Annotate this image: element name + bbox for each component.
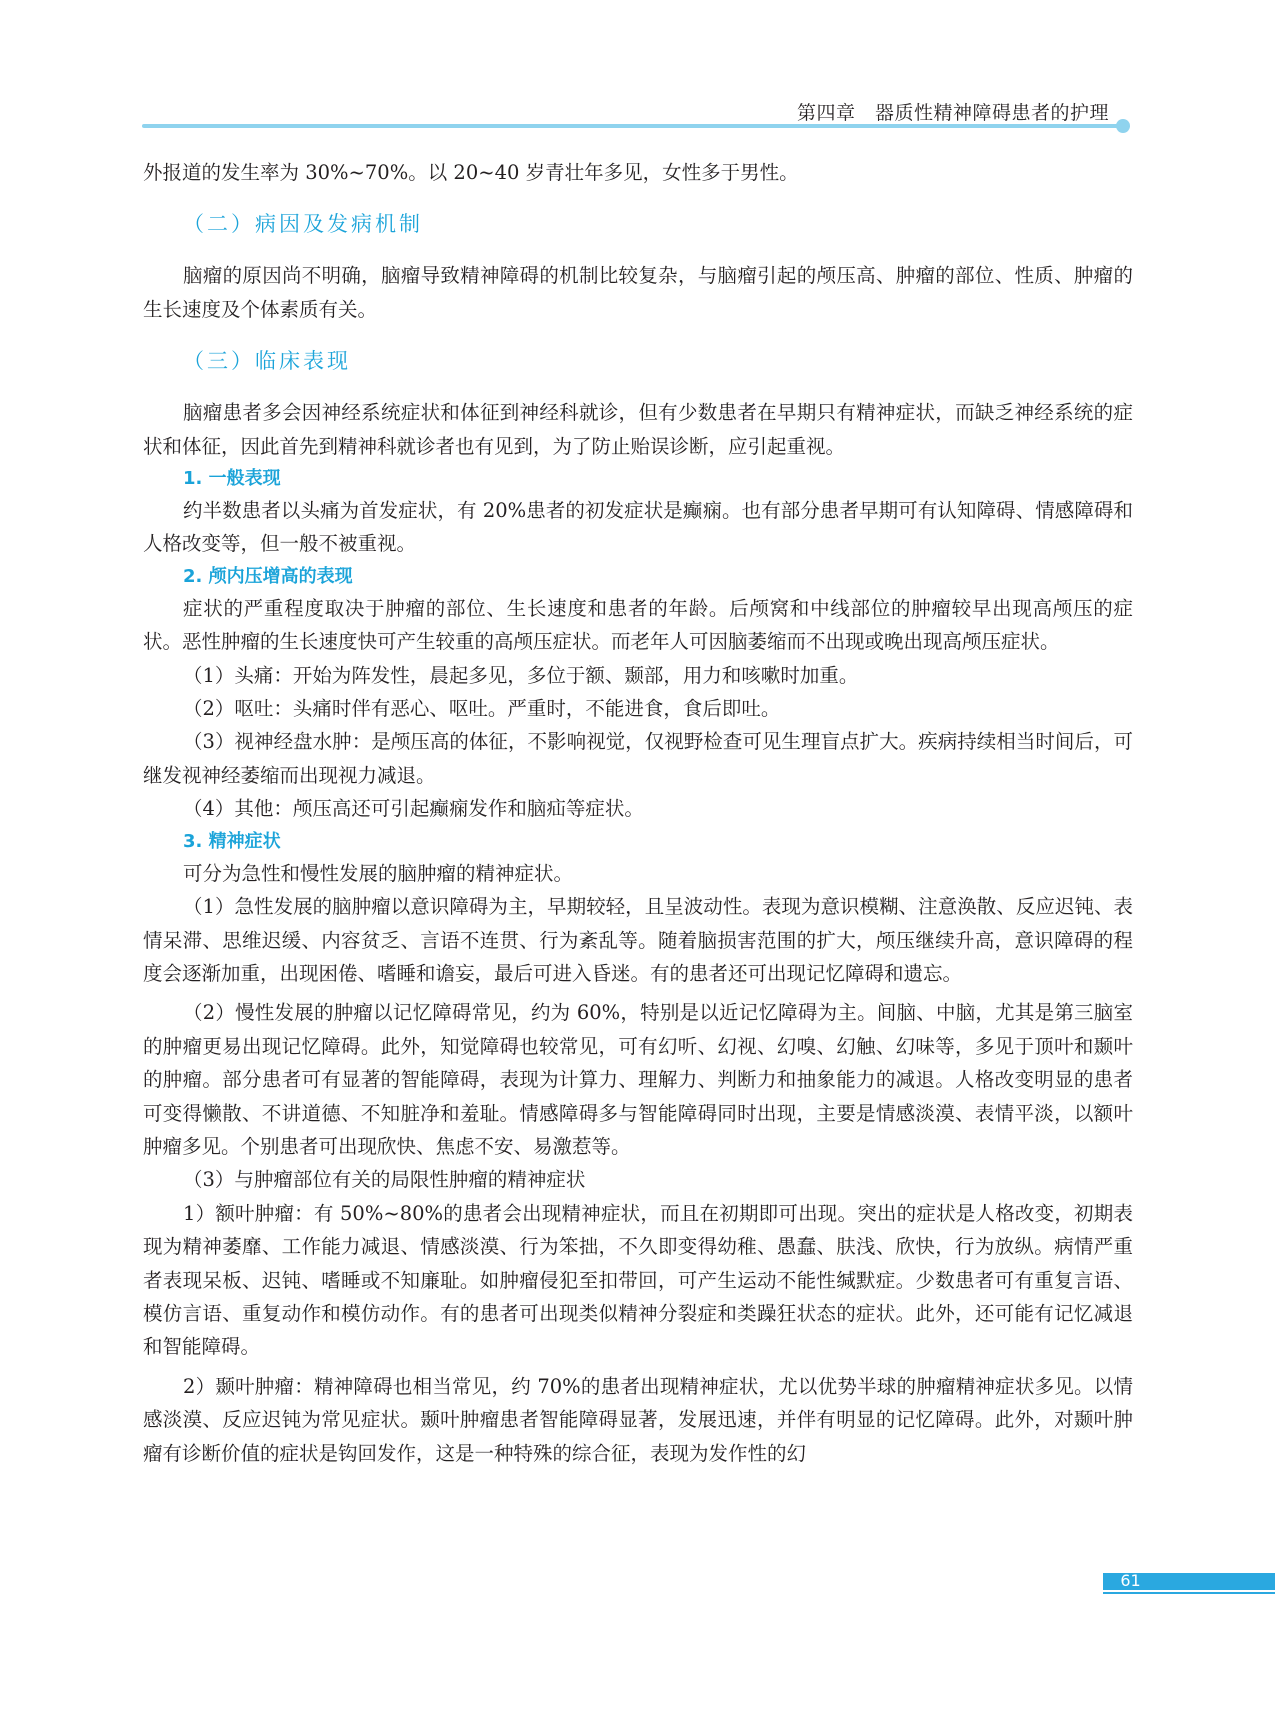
paragraph-mental-chronic: （2）慢性发展的肿瘤以记忆障碍常见，约为 60%，特别是以近记忆障碍为主。间脑、中脑，尤其是第三脑室的肿瘤更易出现记忆障碍。此外，知觉障碍也较常见，可有幻听、幻视、幻嗅、幻触、幻味等，多见于顶叶和颞叶的肿瘤。部分患者可有显著的智能障碍，表现为计算力、理解力、判断力和抽象能力的减退。人格改变明显的患者可变得懒散、不讲道德、不知脏净和羞耻。情感障碍多与智能障碍同时出现，主要是情感淡漠、表情平淡，以额叶肿瘤多见。个别患者可出现欣快、焦虑不安、易激惹等。 (143, 1001, 1133, 1158)
paragraph-clinical: 脑瘤患者多会因神经系统症状和体征到神经科就诊，但有少数患者在早期只有精神症状，而缺乏神经系统的症状和体征，因此首先到精神科就诊者也有见到，为了防止贻误诊断，应引起重视。 (143, 401, 1133, 458)
subheading-general: 1. 一般表现 (183, 468, 281, 490)
footer-line (1103, 1592, 1275, 1594)
chapter-header: 第四章 器质性精神障碍患者的护理 (796, 102, 1109, 124)
paragraph-general: 约半数患者以头痛为首发症状，有 20%患者的初发症状是癫痫。也有部分患者早期可有认知障碍、情感障碍和人格改变等，但一般不被重视。 (143, 499, 1133, 556)
paragraph-mental-acute: （1）急性发展的脑肿瘤以意识障碍为主，早期较轻，且呈波动性。表现为意识模糊、注意涣散、反应迟钝、表情呆滞、思维迟缓、内容贫乏、言语不连贯、行为紊乱等。随着脑损害范围的扩大，颅压继续升高，意识障碍的程度会逐渐加重，出现困倦、嗜睡和谵妄，最后可进入昏迷。有的患者还可出现记忆障碍和遗忘。 (143, 895, 1133, 985)
subheading-mental: 3. 精神症状 (183, 830, 281, 852)
subheading-icp: 2. 颅内压增高的表现 (183, 565, 353, 587)
paragraph-frontal-tumor: 1）额叶肿瘤：有 50%~80%的患者会出现精神症状，而且在初期即可出现。突出的症状是人格改变，初期表现为精神萎靡、工作能力减退、情感淡漠、行为笨拙，不久即变得幼稚、愚蠢、肤浅、欣快，行为放纵。病情严重者表现呆板、迟钝、嗜睡或不知廉耻。如肿瘤侵犯至扣带回，可产生运动不能性缄默症。少数患者可有重复言语、模仿言语、重复动作和模仿动作。有的患者可出现类似精神分裂症和类躁狂状态的症状。此外，还可能有记忆减退和智能障碍。 (143, 1201, 1133, 1359)
paragraph-cause: 脑瘤的原因尚不明确，脑瘤导致精神障碍的机制比较复杂，与脑瘤引起的颅压高、肿瘤的部位、性质、肿瘤的生长速度及个体素质有关。 (143, 264, 1133, 321)
paragraph-icp-papilledema: （3）视神经盘水肿：是颅压高的体征，不影响视觉，仅视野检查可见生理盲点扩大。疾病持续相当时间后，可继发视神经萎缩而出现视力减退。 (143, 730, 1133, 787)
paragraph-icp-headache: （1）头痛：开始为阵发性，晨起多见，多位于额、颞部，用力和咳嗽时加重。 (183, 663, 859, 687)
paragraph-icp: 症状的严重程度取决于肿瘤的部位、生长速度和患者的年龄。后颅窝和中线部位的肿瘤较早出现高颅压的症状。恶性肿瘤的生长速度快可产生较重的高颅压症状。而老年人可因脑萎缩而不出现或晚出现高颅压症状。 (143, 596, 1133, 654)
section-heading-clinical: （三）临床表现 (183, 349, 351, 374)
paragraph-icp-other: （4）其他：颅压高还可引起癫痫发作和脑疝等症状。 (183, 797, 644, 821)
page-number: 61 (1120, 1571, 1141, 1590)
paragraph-mental: 可分为急性和慢性发展的脑肿瘤的精神症状。 (183, 861, 574, 885)
page-body (143, 156, 1133, 1470)
paragraph-intro: 外报道的发生率为 30%~70%。以 20~40 岁青壮年多见，女性多于男性。 (143, 161, 799, 184)
header-rule-dot (1116, 119, 1130, 133)
header-rule (142, 124, 1122, 128)
paragraph-temporal-tumor: 2）颞叶肿瘤：精神障碍也相当常见，约 70%的患者出现精神症状，尤以优势半球的肿瘤精神症状多见。以情感淡漠、反应迟钝为常见症状。颞叶肿瘤患者智能障碍显著，发展迅速，并伴有明显的记忆障碍。此外，对颞叶肿瘤有诊断价值的症状是钩回发作，这是一种特殊的综合征，表现为发作性的幻 (143, 1374, 1133, 1465)
paragraph-icp-vomit: （2）呕吐：头痛时伴有恶心、呕吐。严重时，不能进食，食后即吐。 (183, 697, 781, 721)
section-heading-cause: （二）病因及发病机制 (183, 212, 423, 237)
paragraph-mental-local: （3）与肿瘤部位有关的局限性肿瘤的精神症状 (183, 1168, 586, 1192)
